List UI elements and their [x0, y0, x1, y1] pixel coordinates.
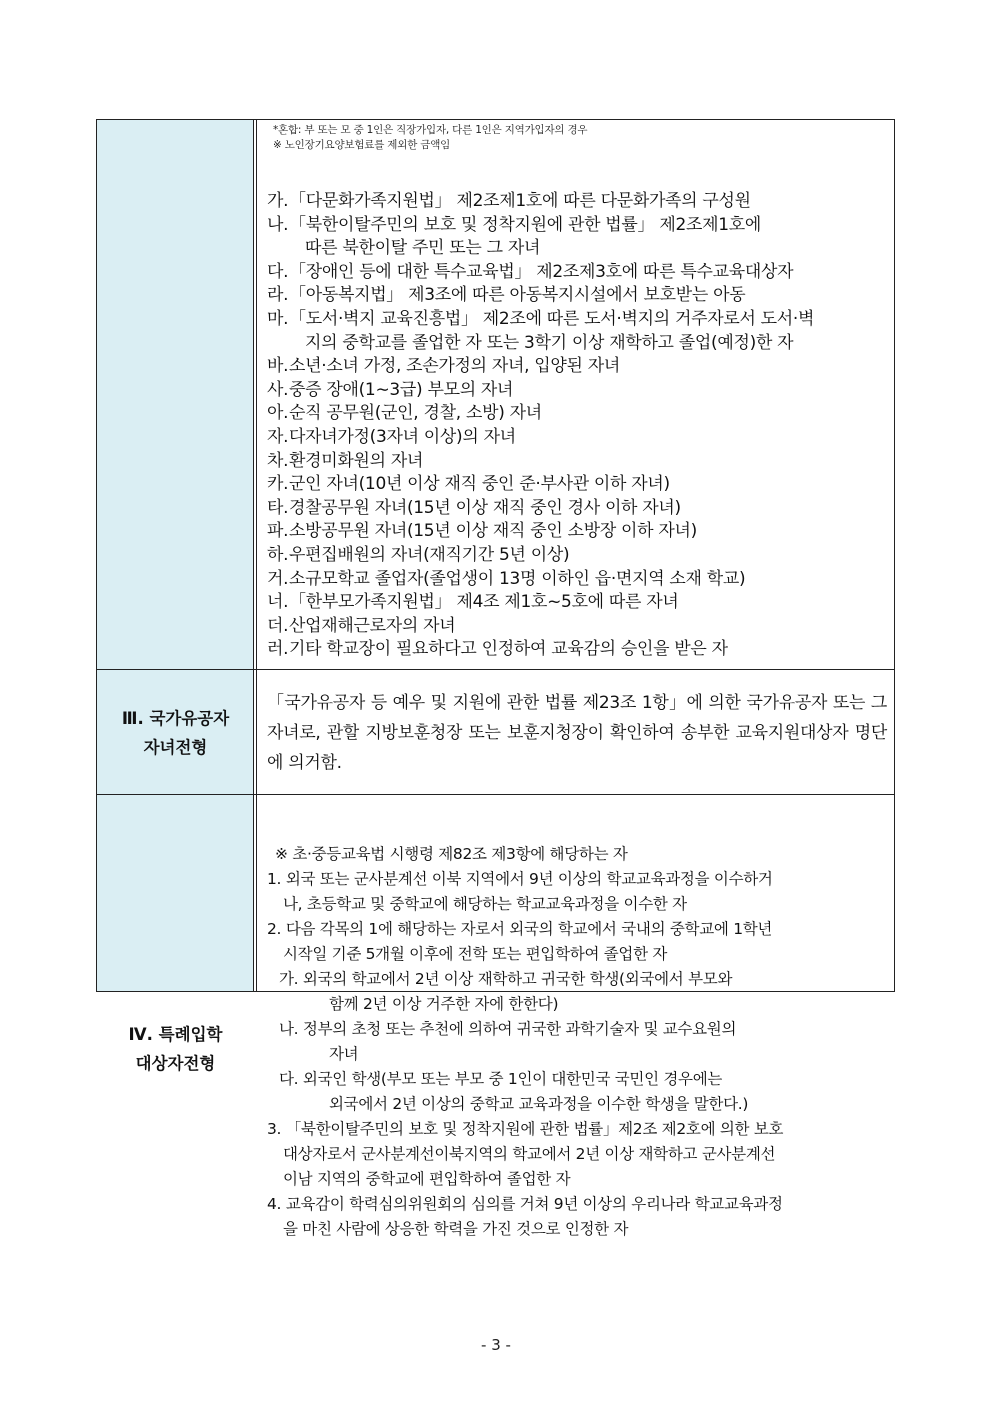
line-text: 다. 외국인 학생(부모 또는 부모 중 1인이 대한민국 국민인 경우에는: [279, 1070, 723, 1088]
line-text: 1. 외국 또는 군사분계선 이북 지역에서 9년 이상의 학교교육과정을 이수하거: [267, 870, 773, 888]
special-admission-line: [267, 992, 887, 1017]
special-admission-line: [267, 1167, 887, 1192]
list-marker: 라.: [267, 285, 289, 306]
section-label-line: 자녀전형: [143, 738, 208, 757]
list-item-text: 소년·소녀 가정, 조손가정의 자녀, 입양된 자녀: [289, 356, 621, 377]
eligibility-table: [96, 119, 895, 1238]
list-marker: 카.: [267, 474, 289, 495]
row-divider-4: [97, 794, 894, 795]
special-admission-line: [267, 917, 887, 942]
special-admission-line: [267, 1192, 887, 1217]
special-admission-line: [267, 892, 887, 917]
list-marker: 아.: [267, 403, 289, 424]
list-marker: 가.: [267, 191, 289, 211]
line-text: 이남 지역의 중학교에 편입학하여 졸업한 자: [283, 1170, 571, 1188]
special-admission-line: [267, 1067, 887, 1092]
special-admission-list: [267, 842, 887, 1242]
special-admission-line: [267, 942, 887, 967]
section-label-line: Ⅳ. 특례입학: [128, 1025, 223, 1044]
list-item-text: 환경미화원의 자녀: [289, 450, 424, 471]
line-text: 외국에서 2년 이상의 중학교 교육과정을 이수한 학생을 말한다.): [329, 1095, 749, 1113]
special-admission-line: [267, 1142, 887, 1167]
list-marker: 다.: [267, 261, 289, 282]
line-text: ※ 초·중등교육법 시행령 제82조 제3항에 해당하는 자: [275, 845, 628, 863]
line-text: 나, 초등학교 및 중학교에 해당하는 학교교육과정을 이수한 자: [283, 895, 687, 913]
list-item-text: 「한부모가족지원법」 제4조 제1호~5호에 따른 자녀: [289, 592, 679, 613]
veterans-description: 「국가유공자 등 예우 및 지원에 관한 법률 제23조 1항」에 의한 국가유공자 또는 그 자녀로, 관할 지방보훈청장 또는 보훈지청장이 확인하여 송부한 교육지원대상자 명단에 의거함.: [267, 693, 887, 773]
line-text: 4. 교육감이 학력심의위원회의 심의를 거쳐 9년 이상의 우리나라 학교교육과정: [267, 1195, 783, 1213]
section-label-line: 대상자전형: [135, 1054, 216, 1073]
list-marker: 차.: [267, 450, 289, 471]
list-item-text: 「도서·벽지 교육진흥법」 제2조에 따른 도서·벽지의 거주자로서 도서·벽: [289, 308, 815, 329]
special-admission-line: [267, 867, 887, 892]
section-label-special-admission: [97, 1020, 254, 1078]
section-label-veterans: [97, 704, 254, 762]
list-item: [267, 615, 887, 639]
list-item: [267, 308, 887, 332]
list-item-continuation: [267, 332, 887, 356]
line-text: 을 마친 사람에 상응한 학력을 가진 것으로 인정한 자: [283, 1220, 629, 1238]
list-item-text: 기타 학교장이 필요하다고 인정하여 교육감의 승인을 받은 자: [289, 639, 728, 660]
line-text: 시작일 기준 5개월 이후에 전학 또는 편입학하여 졸업한 자: [283, 945, 668, 963]
list-item-text: 소방공무원 자녀(15년 이상 재직 중인 소방장 이하 자녀): [289, 521, 697, 542]
note-line: ※ 노인장기요양보험료를 제외한 금액임: [273, 139, 451, 151]
list-item-text: 우편집배원의 자녀(재직기간 5년 이상): [289, 544, 570, 565]
list-item-text: 경찰공무원 자녀(15년 이상 재직 중인 경사 이하 자녀): [289, 497, 681, 518]
page-number: - 3 -: [481, 1336, 511, 1354]
list-item: [267, 284, 887, 308]
line-text: 2. 다음 각목의 1에 해당하는 자로서 외국의 학교에서 국내의 중학교에 1학년: [267, 920, 773, 938]
section-label-line: Ⅲ. 국가유공자: [121, 709, 230, 728]
list-item: [267, 214, 887, 238]
social-integration-list: [267, 190, 887, 662]
line-text: 3. 「북한이탈주민의 보호 및 정착지원에 관한 법률」제2조 제2호에 의한 보호: [267, 1120, 784, 1138]
line-text: 자녀: [329, 1045, 359, 1063]
list-item-text: 「장애인 등에 대한 특수교육법」 제2조제3호에 따른 특수교육대상자: [289, 261, 794, 282]
column-divider: [254, 120, 257, 991]
list-item-text: 중증 장애(1∼3급) 부모의 자녀: [289, 379, 514, 400]
note-line: *혼합: 부 또는 모 중 1인은 직장가입자, 다른 1인은 지역가입자의 경우: [273, 124, 588, 136]
special-admission-line: [267, 967, 887, 992]
list-item-continuation: [267, 237, 887, 261]
list-item-text: 순직 공무원(군인, 경찰, 소방) 자녀: [289, 403, 542, 424]
special-admission-line: [267, 1092, 887, 1117]
list-item: [267, 473, 887, 497]
notes-block: [273, 123, 893, 153]
special-admission-line: [267, 1117, 887, 1142]
list-item: [267, 426, 887, 450]
list-item: [267, 402, 887, 426]
list-marker: 거.: [267, 568, 289, 589]
category-column: [97, 120, 254, 991]
list-item: [267, 190, 887, 214]
list-item: [267, 261, 887, 285]
list-item: [267, 544, 887, 568]
list-item: [267, 591, 887, 615]
list-marker: 타.: [267, 497, 289, 518]
special-admission-line: [267, 1217, 887, 1242]
list-marker: 파.: [267, 521, 289, 542]
list-item: [267, 520, 887, 544]
line-text: 나. 정부의 초청 또는 추천에 의하여 귀국한 과학기술자 및 교수요원의: [279, 1020, 737, 1038]
list-marker: 사.: [267, 379, 289, 400]
list-item-text: 「북한이탈주민의 보호 및 정착지원에 관한 법률」 제2조제1호에: [289, 214, 761, 235]
special-admission-line: [267, 1042, 887, 1067]
list-item-text: 지의 중학교를 졸업한 자 또는 3학기 이상 재학하고 졸업(예정)한 자: [305, 332, 794, 353]
list-marker: 더.: [267, 615, 289, 636]
list-item: [267, 638, 887, 662]
list-item-text: 「아동복지법」 제3조에 따른 아동복지시설에서 보호받는 아동: [289, 285, 746, 306]
list-item-text: 「다문화가족지원법」 제2조제1호에 따른 다문화가족의 구성원: [289, 191, 751, 211]
row-divider-3: [97, 669, 894, 670]
line-text: 대상자로서 군사분계선이북지역의 학교에서 2년 이상 재학하고 군사분계선: [283, 1145, 776, 1163]
special-admission-line: [267, 842, 887, 867]
list-marker: 마.: [267, 308, 289, 329]
list-marker: 러.: [267, 639, 289, 660]
list-item-text: 소규모학교 졸업자(졸업생이 13명 이하인 읍·면지역 소재 학교): [289, 568, 746, 589]
list-item: [267, 379, 887, 403]
list-marker: 너.: [267, 592, 289, 613]
list-item-text: 다자녀가정(3자녀 이상)의 자녀: [289, 426, 516, 447]
list-marker: 바.: [267, 356, 289, 377]
line-text: 가. 외국의 학교에서 2년 이상 재학하고 귀국한 학생(외국에서 부모와: [279, 970, 733, 988]
list-marker: 자.: [267, 426, 289, 447]
list-item: [267, 497, 887, 521]
list-item: [267, 355, 887, 379]
list-marker: 하.: [267, 544, 289, 565]
list-item: [267, 450, 887, 474]
list-item-text: 군인 자녀(10년 이상 재직 중인 준·부사관 이하 자녀): [289, 474, 670, 495]
special-admission-line: [267, 1017, 887, 1042]
line-text: 함께 2년 이상 거주한 자에 한한다): [329, 995, 559, 1013]
list-marker: 나.: [267, 214, 289, 235]
list-item-text: 산업재해근로자의 자녀: [289, 615, 456, 636]
list-item: [267, 568, 887, 592]
list-item-text: 따른 북한이탈 주민 또는 그 자녀: [305, 238, 541, 259]
